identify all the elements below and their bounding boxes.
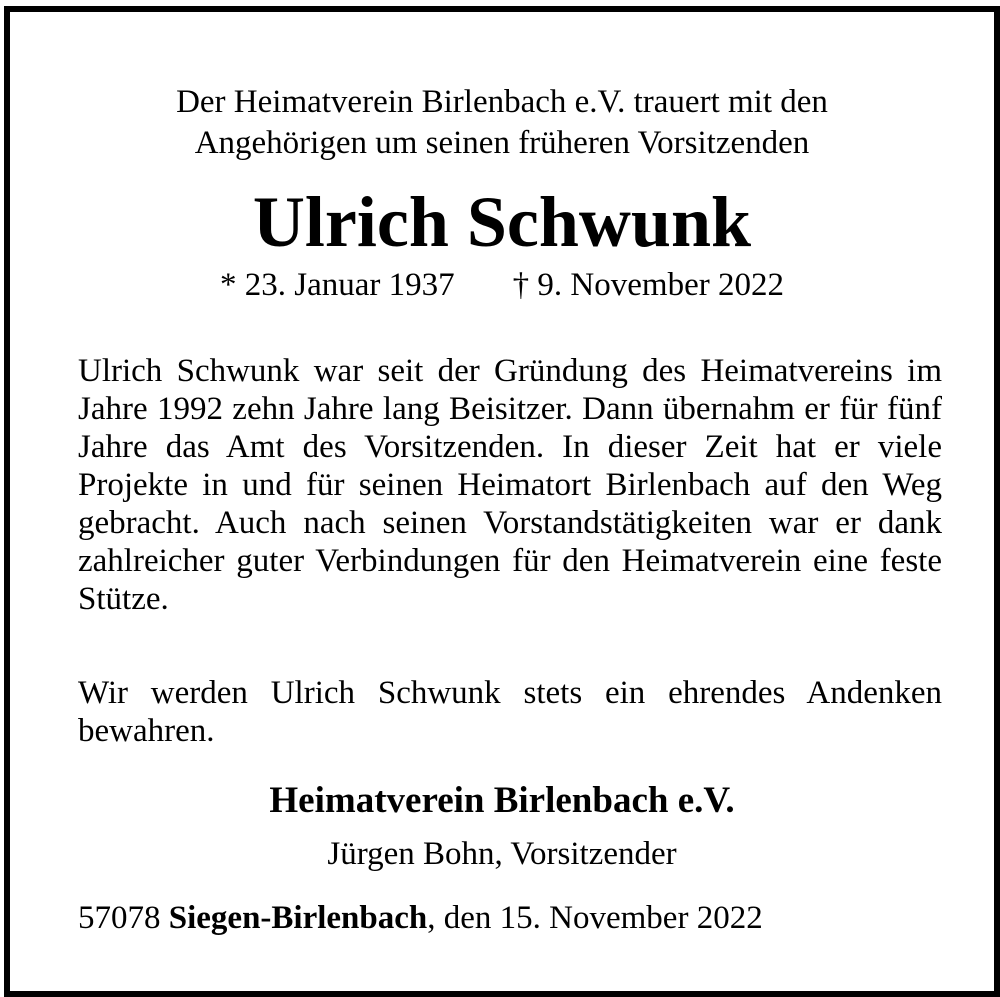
birth-date: * 23. Januar 1937: [220, 267, 455, 303]
place-name: Siegen-Birlenbach: [168, 900, 428, 936]
notice-frame: [4, 6, 1000, 997]
place-date-line: [78, 896, 763, 940]
notice-date: , den 15. November 2022: [427, 900, 763, 936]
signer-line: Jürgen Bohn, Vorsitzender: [327, 836, 677, 872]
intro-line-1: Der Heimatverein Birlenbach e.V. trauert mit den: [176, 84, 828, 120]
life-dates: [10, 263, 994, 307]
intro-text: [10, 82, 994, 164]
postal-code: 57078: [78, 900, 161, 936]
deceased-name: Ulrich Schwunk: [252, 182, 752, 262]
intro-line-2: Angehörigen um seinen früheren Vorsitzenden: [194, 125, 810, 161]
tribute-paragraph: Ulrich Schwunk war seit der Gründung des Heimatvereins im Jahre 1992 zehn Jahre lang Beisitzer. Dann übernahm er für fünf Jahre das Amt des Vorsitzenden. In dieser Zeit hat er viele Projekte in und für seinen Heimatort Birlenbach auf den Weg gebracht. Auch nach seinen Vorstandstätigkeiten war er dank zahlreicher guter Verbindungen für den Heimatverein eine feste Stütze.: [78, 353, 942, 617]
organization-name: Heimatverein Birlenbach e.V.: [269, 780, 735, 821]
death-date: † 9. November 2022: [512, 267, 784, 303]
closing-paragraph: Wir werden Ulrich Schwunk stets ein ehrendes Andenken bewahren.: [78, 675, 942, 749]
